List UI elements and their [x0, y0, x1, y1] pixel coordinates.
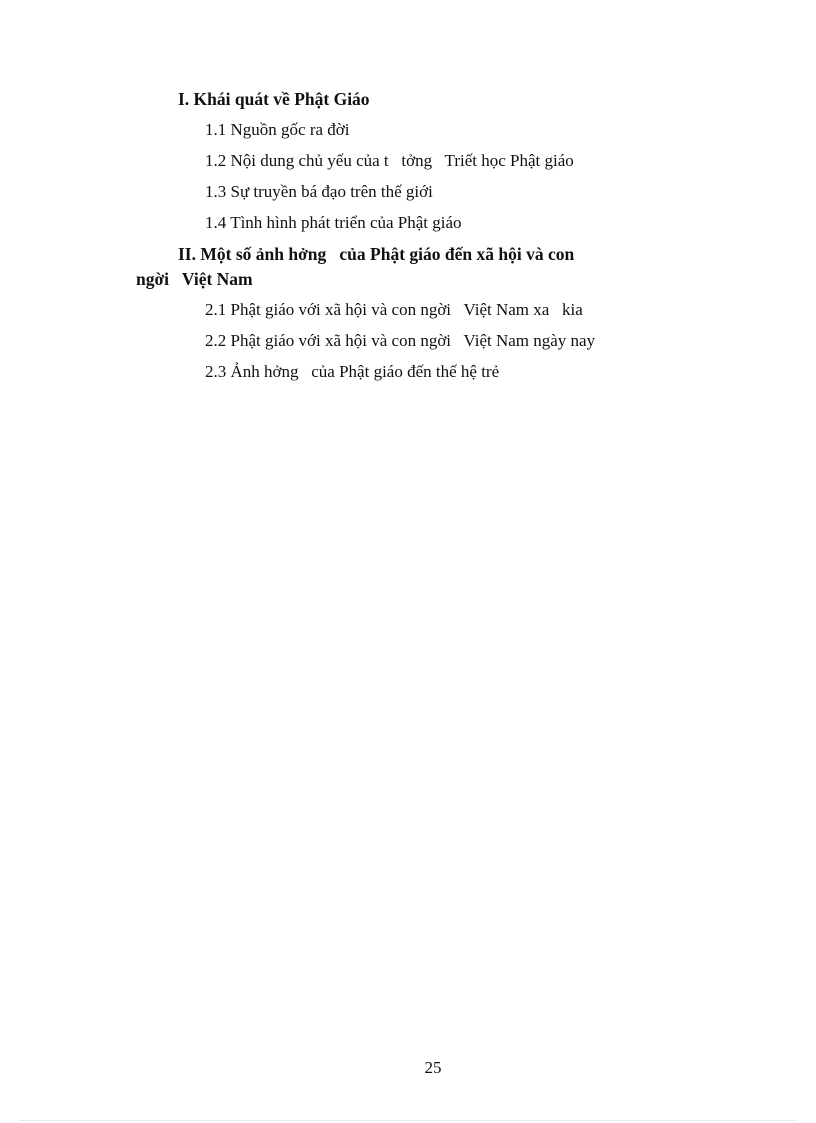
- toc-item-1-3: 1.3 Sự truyền bá đạo trên thế giới: [205, 182, 433, 201]
- section-1-heading: I. Khái quát về Phật Giáo: [178, 89, 370, 109]
- toc-item-2-3: 2.3 Ảnh hởng của Phật giáo đến thế hệ trẻ: [205, 362, 500, 381]
- toc-item-2-1: 2.1 Phật giáo với xã hội và con ngời Việt Nam xa kia: [205, 300, 583, 319]
- section-2-heading: II. Một số ảnh hởng của Phật giáo đến xã hội và con: [178, 244, 575, 264]
- section-2-heading-continuation: ngời Việt Nam: [136, 269, 253, 289]
- page-number: 25: [424, 1058, 442, 1077]
- page-bottom-divider: [20, 1120, 796, 1121]
- toc-item-1-2: 1.2 Nội dung chủ yếu của t tởng Triết học Phật giáo: [205, 151, 574, 170]
- toc-item-2-2: 2.2 Phật giáo với xã hội và con ngời Việt Nam ngày nay: [205, 331, 596, 350]
- toc-item-1-1: 1.1 Nguồn gốc ra đời: [205, 120, 350, 139]
- toc-item-1-4: 1.4 Tình hình phát triển của Phật giáo: [205, 213, 462, 232]
